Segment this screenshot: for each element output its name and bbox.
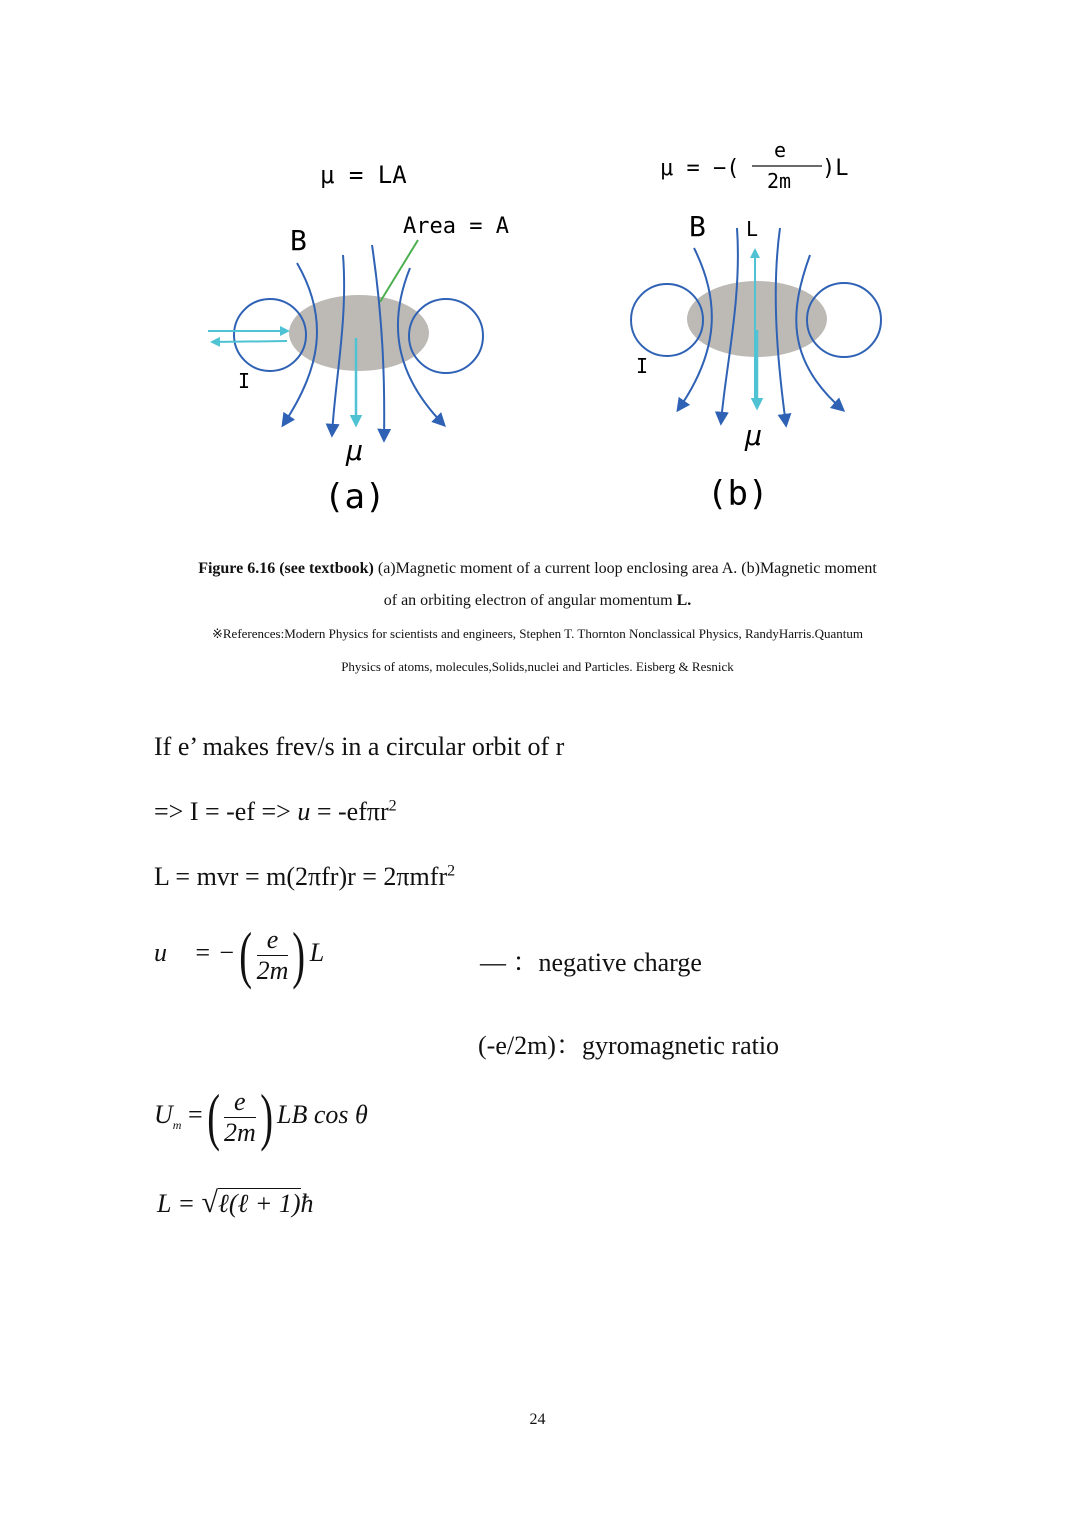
eq-potential-energy: $U_m$ =( $\frac{e}{2m}$ ) LB cos θ xyxy=(154,1081,368,1152)
page-number: 24 xyxy=(529,1411,546,1428)
eq-current: => I = -ef => u = -efπr$^2$ xyxy=(154,797,397,826)
eq-angular-momentum: L = mvr = m(2πfr)r = 2πmfr$^2$ xyxy=(154,862,456,891)
figure-caption: Figure 6.16 (see textbook) (a)Magnetic moment of a current loop enclosing area A. (b)Magnetic moment xyxy=(198,560,877,577)
eq-magnetic-moment: u⃗ = −( $\frac{e}{2m}$ ) L⃗ xyxy=(154,919,345,990)
b-label: B xyxy=(290,224,307,257)
mu-label: μ xyxy=(346,434,363,467)
area-label: Area = A xyxy=(403,214,509,239)
formula-prefix: μ = −( xyxy=(660,156,740,181)
formula-mu-la: μ = LA xyxy=(320,161,407,189)
figure-caption-line2: of an orbiting electron of angular momentum L. xyxy=(383,592,692,609)
note-gyromagnetic-ratio: (-e/2m)：gyromagnetic ratio xyxy=(478,1031,780,1060)
note-negative-charge: — ：negative charge xyxy=(480,948,702,977)
panel-a xyxy=(208,161,509,517)
references-line2: Physics of atoms, molecules,Solids,nuclei and Particles. Eisberg & Resnick xyxy=(341,659,734,674)
formula-suffix: )L xyxy=(822,156,849,181)
mu-label: μ xyxy=(745,419,762,452)
l-label: L xyxy=(746,217,759,241)
current-label: I xyxy=(636,354,649,378)
area-pointer xyxy=(380,240,418,302)
references-line1: ※References:Modern Physics for scientists and engineers, Stephen T. Thornton Nonclassical Physics, RandyHarris.Quantum xyxy=(211,626,863,641)
panel-label-a: (a) xyxy=(324,477,386,517)
text-orbit: If e’ makes frev/s in a circular orbit of r xyxy=(154,732,565,761)
b-label: B xyxy=(689,210,706,243)
formula-denominator: 2m xyxy=(767,169,792,193)
current-label: I xyxy=(238,369,251,393)
eq-quantized-l: L = √ℓ(ℓ + 1)ħ xyxy=(157,1186,314,1219)
panel-label-b: (b) xyxy=(707,474,769,514)
panel-b xyxy=(631,138,881,514)
magnetic-moment-figure xyxy=(0,0,1075,540)
current-loop-disc xyxy=(289,295,429,371)
formula-numerator: e xyxy=(774,138,787,162)
